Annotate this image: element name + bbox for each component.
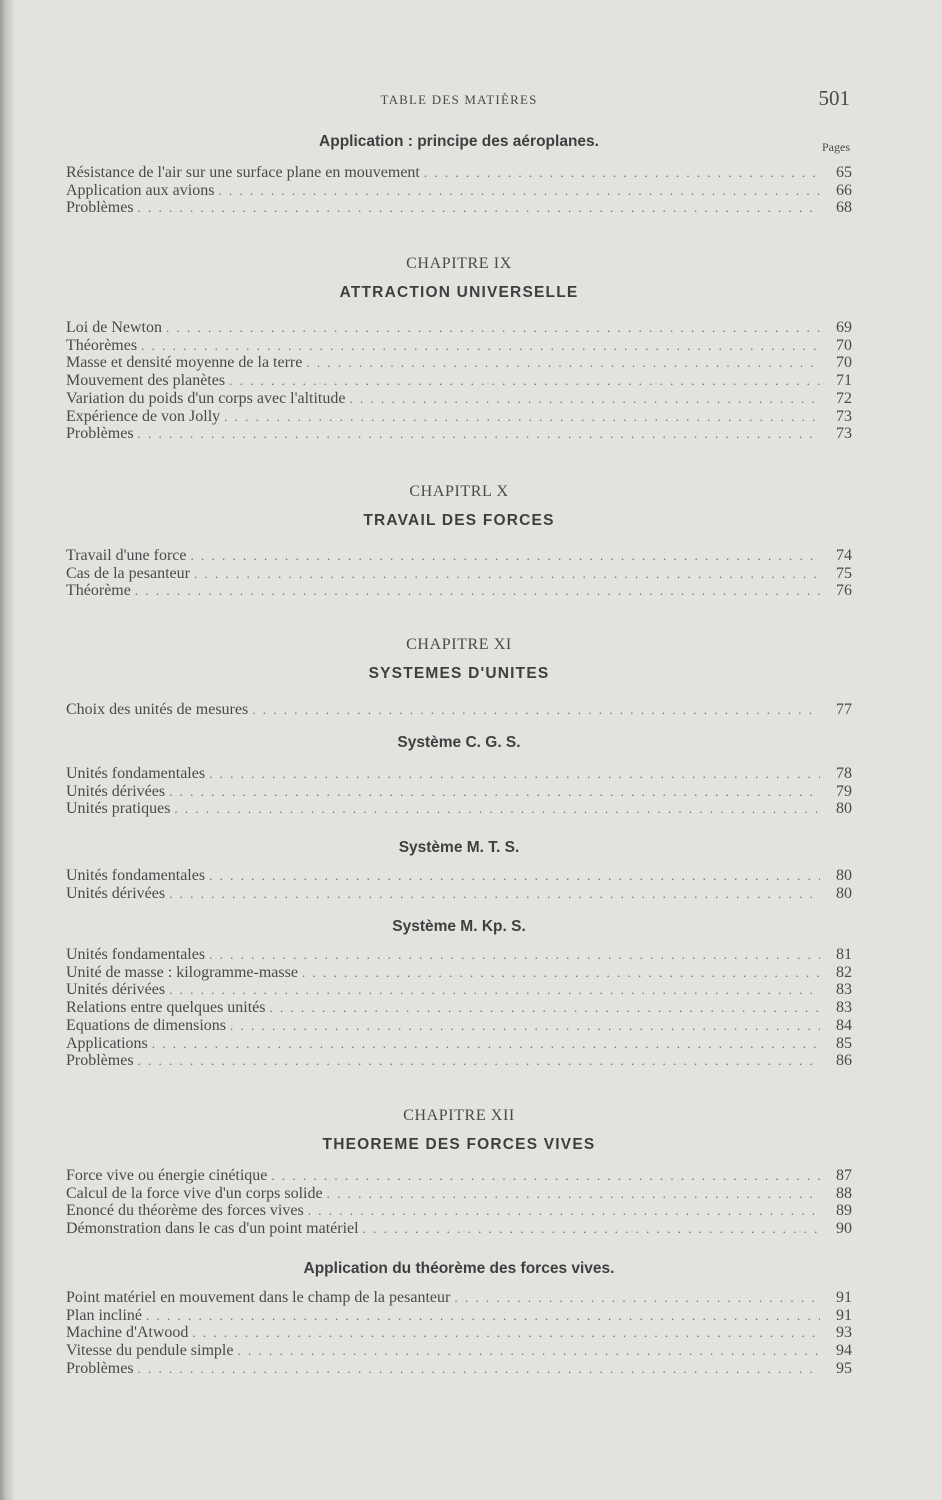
toc-entry-title: Variation du poids d'un corps avec l'altitude — [66, 389, 346, 407]
toc-entry-title: Problèmes — [66, 199, 134, 217]
toc-entry-page: 87 — [836, 1167, 852, 1184]
toc-entry-page: 89 — [836, 1202, 852, 1220]
toc-entry-title: Unités dérivées — [66, 884, 166, 902]
toc-entry-page: 73 — [836, 425, 852, 443]
toc-entry-title: Mouvement des planètes — [66, 372, 226, 390]
toc-entry-page: 73 — [836, 407, 852, 425]
toc-entry-page: 70 — [836, 354, 852, 372]
toc-entry-title: Démonstration dans le cas d'un point matériel — [66, 1220, 359, 1238]
toc-entry — [66, 884, 852, 904]
toc-entry-page: 91 — [836, 1306, 852, 1324]
toc-entry-title: Application aux avions — [66, 181, 215, 199]
toc-entry-title: Vitesse du pendule simple — [66, 1342, 234, 1360]
toc-entry-page: 80 — [836, 867, 852, 884]
dot-leader — [138, 1359, 820, 1379]
dot-leader — [169, 884, 820, 904]
toc-entry-title: Equations de dimensions — [66, 1016, 226, 1034]
toc-entry-page: 86 — [836, 1052, 852, 1070]
toc-entry-title: Unités dérivées — [66, 782, 166, 800]
toc-entry-title: Enoncé du théorème des forces vives — [66, 1202, 304, 1220]
toc-entry-page: 78 — [836, 765, 852, 782]
toc-entry-title: Machine d'Atwood — [66, 1324, 189, 1342]
toc-entry-title: Problèmes — [66, 1052, 134, 1070]
toc-entry — [66, 1359, 852, 1379]
toc-entry-page: 72 — [836, 389, 852, 407]
chapter-ix-label: CHAPITRE IX — [406, 255, 512, 272]
toc-entry-title: Choix des unités de mesures — [66, 701, 249, 718]
page-number: 501 — [818, 86, 850, 110]
subsection-heading-aeroplanes: Application : principe des aéroplanes. — [319, 133, 599, 150]
toc-entry-title: Plan incliné — [66, 1306, 142, 1324]
toc-entry-page: 76 — [836, 582, 852, 600]
dot-leader — [252, 700, 820, 720]
toc-entry-title: Problèmes — [66, 1359, 134, 1377]
toc-entry-title: Résistance de l'air sur une surface plane en mouvement — [66, 164, 420, 181]
toc-entry-page: 70 — [836, 336, 852, 354]
toc-entry-page: 85 — [836, 1034, 852, 1052]
toc-entry-page: 65 — [836, 164, 852, 181]
toc-entry — [66, 581, 852, 601]
running-title: TABLE DES MATIÈRES — [380, 92, 538, 107]
toc-entry-title: Théorème — [66, 582, 131, 600]
toc-entry — [66, 1051, 852, 1071]
page-binding-edge — [0, 0, 14, 1500]
toc-entry-page: 82 — [836, 963, 852, 981]
toc-entry-page: 66 — [836, 181, 852, 199]
toc-entry-title: Expérience de von Jolly — [66, 407, 221, 425]
toc-entry-title: Masse et densité moyenne de la terre — [66, 354, 303, 372]
chapter-x-title: TRAVAIL DES FORCES — [363, 512, 555, 529]
toc-entry-page: 88 — [836, 1184, 852, 1202]
subsection-heading-application-fv: Application du théorème des forces vives. — [303, 1260, 615, 1277]
chapter-xii-label: CHAPITRE XII — [403, 1107, 515, 1124]
toc-entry-page: 81 — [836, 946, 852, 963]
toc-entry-title: Théorèmes — [66, 336, 138, 354]
toc-entry-page: 91 — [836, 1289, 852, 1306]
toc-entry-page: 95 — [836, 1359, 852, 1377]
toc-entry-title: Unités fondamentales — [66, 765, 206, 782]
toc-page — [66, 0, 852, 1500]
toc-entry-title: Unités pratiques — [66, 800, 171, 818]
running-header — [66, 88, 852, 110]
toc-entry-page: 83 — [836, 999, 852, 1017]
subsection-heading-mts: Système M. T. S. — [398, 839, 520, 856]
toc-entry-title: Relations entre quelques unités — [66, 999, 266, 1017]
toc-entry-page: 94 — [836, 1342, 852, 1360]
toc-entry-title: Cas de la pesanteur — [66, 564, 190, 582]
toc-entry-page: 69 — [836, 319, 852, 336]
toc-entry-page: 74 — [836, 547, 852, 564]
toc-entry-title: Point matériel en mouvement dans le champ de la pesanteur — [66, 1289, 451, 1306]
dot-leader — [174, 799, 820, 819]
toc-entry-title: Loi de Newton — [66, 319, 162, 336]
dot-leader — [138, 424, 820, 444]
toc-entry-title: Calcul de la force vive d'un corps solide — [66, 1184, 323, 1202]
toc-entry — [66, 799, 852, 819]
toc-entry-page: 79 — [836, 782, 852, 800]
dot-leader — [138, 1051, 820, 1071]
toc-entry-page: 75 — [836, 564, 852, 582]
subsection-heading-cgs: Système C. G. S. — [397, 734, 521, 751]
toc-entry-title: Travail d'une force — [66, 547, 187, 564]
toc-entry-title: Force vive ou énergie cinétique — [66, 1167, 268, 1184]
pages-column-label: Pages — [822, 140, 850, 154]
subsection-heading-mkps: Système M. Kp. S. — [392, 918, 526, 935]
toc-entry — [66, 424, 852, 444]
toc-entry — [66, 1219, 852, 1239]
toc-entry — [66, 198, 852, 218]
toc-entry-title: Unité de masse : kilogramme-masse — [66, 963, 298, 981]
toc-entry-page: 77 — [836, 701, 852, 718]
chapter-xi-label: CHAPITRE XI — [406, 636, 512, 653]
chapter-x-label: CHAPITRL X — [409, 483, 509, 500]
chapter-xii-title: THEOREME DES FORCES VIVES — [322, 1136, 596, 1153]
toc-entry-title: Unités fondamentales — [66, 867, 206, 884]
toc-entry-page: 93 — [836, 1324, 852, 1342]
toc-entry — [66, 700, 852, 720]
toc-entry-page: 71 — [836, 372, 852, 390]
toc-entry-title: Problèmes — [66, 425, 134, 443]
toc-entry-title: Unités fondamentales — [66, 946, 206, 963]
dot-leader — [135, 581, 820, 601]
toc-entry-title: Unités dérivées — [66, 981, 166, 999]
chapter-ix-title: ATTRACTION UNIVERSELLE — [339, 284, 579, 301]
toc-entry-page: 80 — [836, 800, 852, 818]
toc-entry-page: 83 — [836, 981, 852, 999]
toc-entry-page: 80 — [836, 884, 852, 902]
chapter-xi-title: SYSTEMES D'UNITES — [368, 665, 550, 682]
dot-leader — [363, 1219, 820, 1239]
dot-leader — [138, 198, 820, 218]
toc-entry-page: 68 — [836, 199, 852, 217]
toc-entry-title: Applications — [66, 1034, 148, 1052]
toc-entry-page: 90 — [836, 1220, 852, 1238]
toc-entry-page: 84 — [836, 1016, 852, 1034]
